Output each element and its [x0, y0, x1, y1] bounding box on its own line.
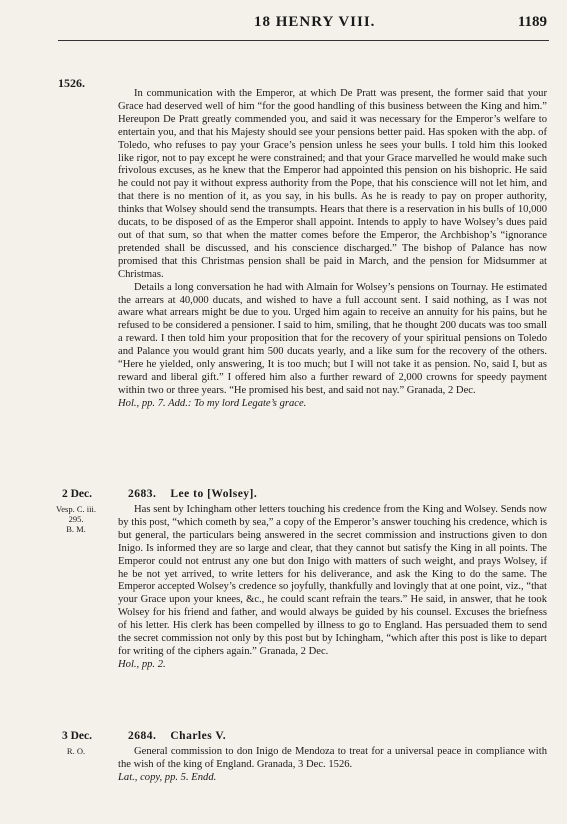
header-rule	[58, 40, 549, 41]
calendar-entry-2684	[0, 730, 547, 785]
archive-reference	[46, 504, 106, 534]
entry-text	[118, 746, 547, 785]
continuation-text	[118, 88, 547, 411]
paragraph: Details a long conversation he had with Almain for Wolsey’s pensions on Tournay. He estimated the arrears at 40,000 ducats, and wished to have a full account sent. I said nothing, as I was not aware what arrears might be due to you. Urged him again to receive an annuity for his pains, but he refused to be considered a pensioner. I said to him, smiling, that he thought 200 ducats was too small a reward. I then told him your proposition that for the recovery of your spiritual pensions on Toledo and Palance you would grant him 500 ducats yearly, and a like sum for the recovery of the others. “Here he yielded, only answering, It is too much; but I will not take it as pension. No, said I, but as reward and liberal gift.” I offered him also a further reward of 2,000 crowns for speedy payment within two or three years. “He promised his best, and said not nay.” Granada, 2 Dec.	[118, 281, 547, 396]
page-number: 1189	[517, 14, 547, 30]
source-note: Hol., pp. 7. Add.: To my lord Legate’s grace.	[118, 397, 307, 409]
entry-heading	[0, 730, 547, 746]
entry-heading-text: Lee to [Wolsey].	[170, 488, 258, 500]
page-header	[64, 14, 547, 34]
entry-title	[128, 488, 257, 500]
archive-reference	[46, 746, 106, 756]
source-note: Hol., pp. 2.	[118, 658, 166, 670]
calendar-entry-2683	[0, 488, 547, 672]
source-note: Lat., copy, pp. 5. Endd.	[118, 771, 217, 783]
entry-heading	[0, 488, 547, 504]
margin-year: 1526.	[58, 76, 85, 90]
archive-ref-line: B. M.	[66, 524, 86, 534]
archive-ref-line: 295.	[68, 514, 84, 524]
running-title: 18 HENRY VIII.	[254, 14, 376, 30]
entry-text	[118, 504, 547, 672]
entry-title	[128, 730, 226, 742]
entry-heading-text: Charles V.	[170, 730, 227, 742]
entry-number: 2683.	[128, 488, 157, 500]
archive-ref-line: Vesp. C. iii.	[56, 504, 96, 514]
entry-number: 2684.	[128, 730, 157, 742]
paragraph: In communication with the Emperor, at which De Pratt was present, the former said that your Grace had deserved well of him “for the good handling of this business between the King and him.” Hereupon De Pratt greatly commended you, and said it was necessary for the Emperor’s welfare to entertain you, and that his Majesty should see your pensions better paid. Has spoken with the abp. of Toledo, who refuses to pay your Grace’s pension unless he sees your bulls. I told him this looked like rigor, not to pay except he were constrained; and that your Grace marvelled he would make such frivolous excuses, as he knew that the Emperor had appointed this pension on his bishopric. He said he could not pay it without express authority from the Pope, that his conscience will not let him, and that there is no mention of it, as you say, in his bulls. As he is ready to pay on proper authority, thinks that Wolsey should send the transumpts. Hears that there is a reservation in his bulls of 10,000 ducats, to be disposed of as the Emperor shall appoint. Intends to apply to have Wolsey’s dues paid out of that sum, so that when the matter comes before the Emperor, the Archbishop’s “ignorance pretended shall be discussed, and his conscience discharged.” The bishop of Palance has now promised that this Christmas pension shall be paid in March, and the pension for Midsummer at Christmas.	[118, 88, 547, 280]
entry-date: 2 Dec.	[62, 488, 93, 500]
entry-date: 3 Dec.	[62, 730, 93, 742]
paragraph: Has sent by Ichingham other letters touching his credence from the King and Wolsey. Sends now by this post, “which cometh by sea,” a copy of the Emperor’s answer touching his credence, which is but general, the particulars being answered in the secret commission and instructions given to don Inigo. Is informed they are so large and clear, that they cannot but satisfy the King in all points. The Emperor could not entrust any one but don Inigo with matters of such weight, and prays Wolsey, if he be not yet arrived, to write letters for his deliverance, and ask the King to do the same. The Emperor accepted Wolsey’s credence so joyfully, thankfully and lovingly that at one point, viz., “that your Grace upon your knees, &c., he could scant refrain the tears.” He said, in answer, that he took Wolsey for his friend and father, and would always be guided by his counsel. Excuses the briefness of his letter. His clerk has been compelled by illness to go to England. Has persuaded them to send the secret commission not only by this post but by Ichingham, “which after this post is like to depart for writing of the ciphers again.” Granada, 2 Dec.	[118, 504, 547, 657]
paragraph: General commission to don Inigo de Mendoza to treat for a universal peace in compliance with the wish of the king of England. Granada, 3 Dec. 1526.	[118, 746, 547, 770]
archive-ref-line: R. O.	[66, 746, 86, 756]
